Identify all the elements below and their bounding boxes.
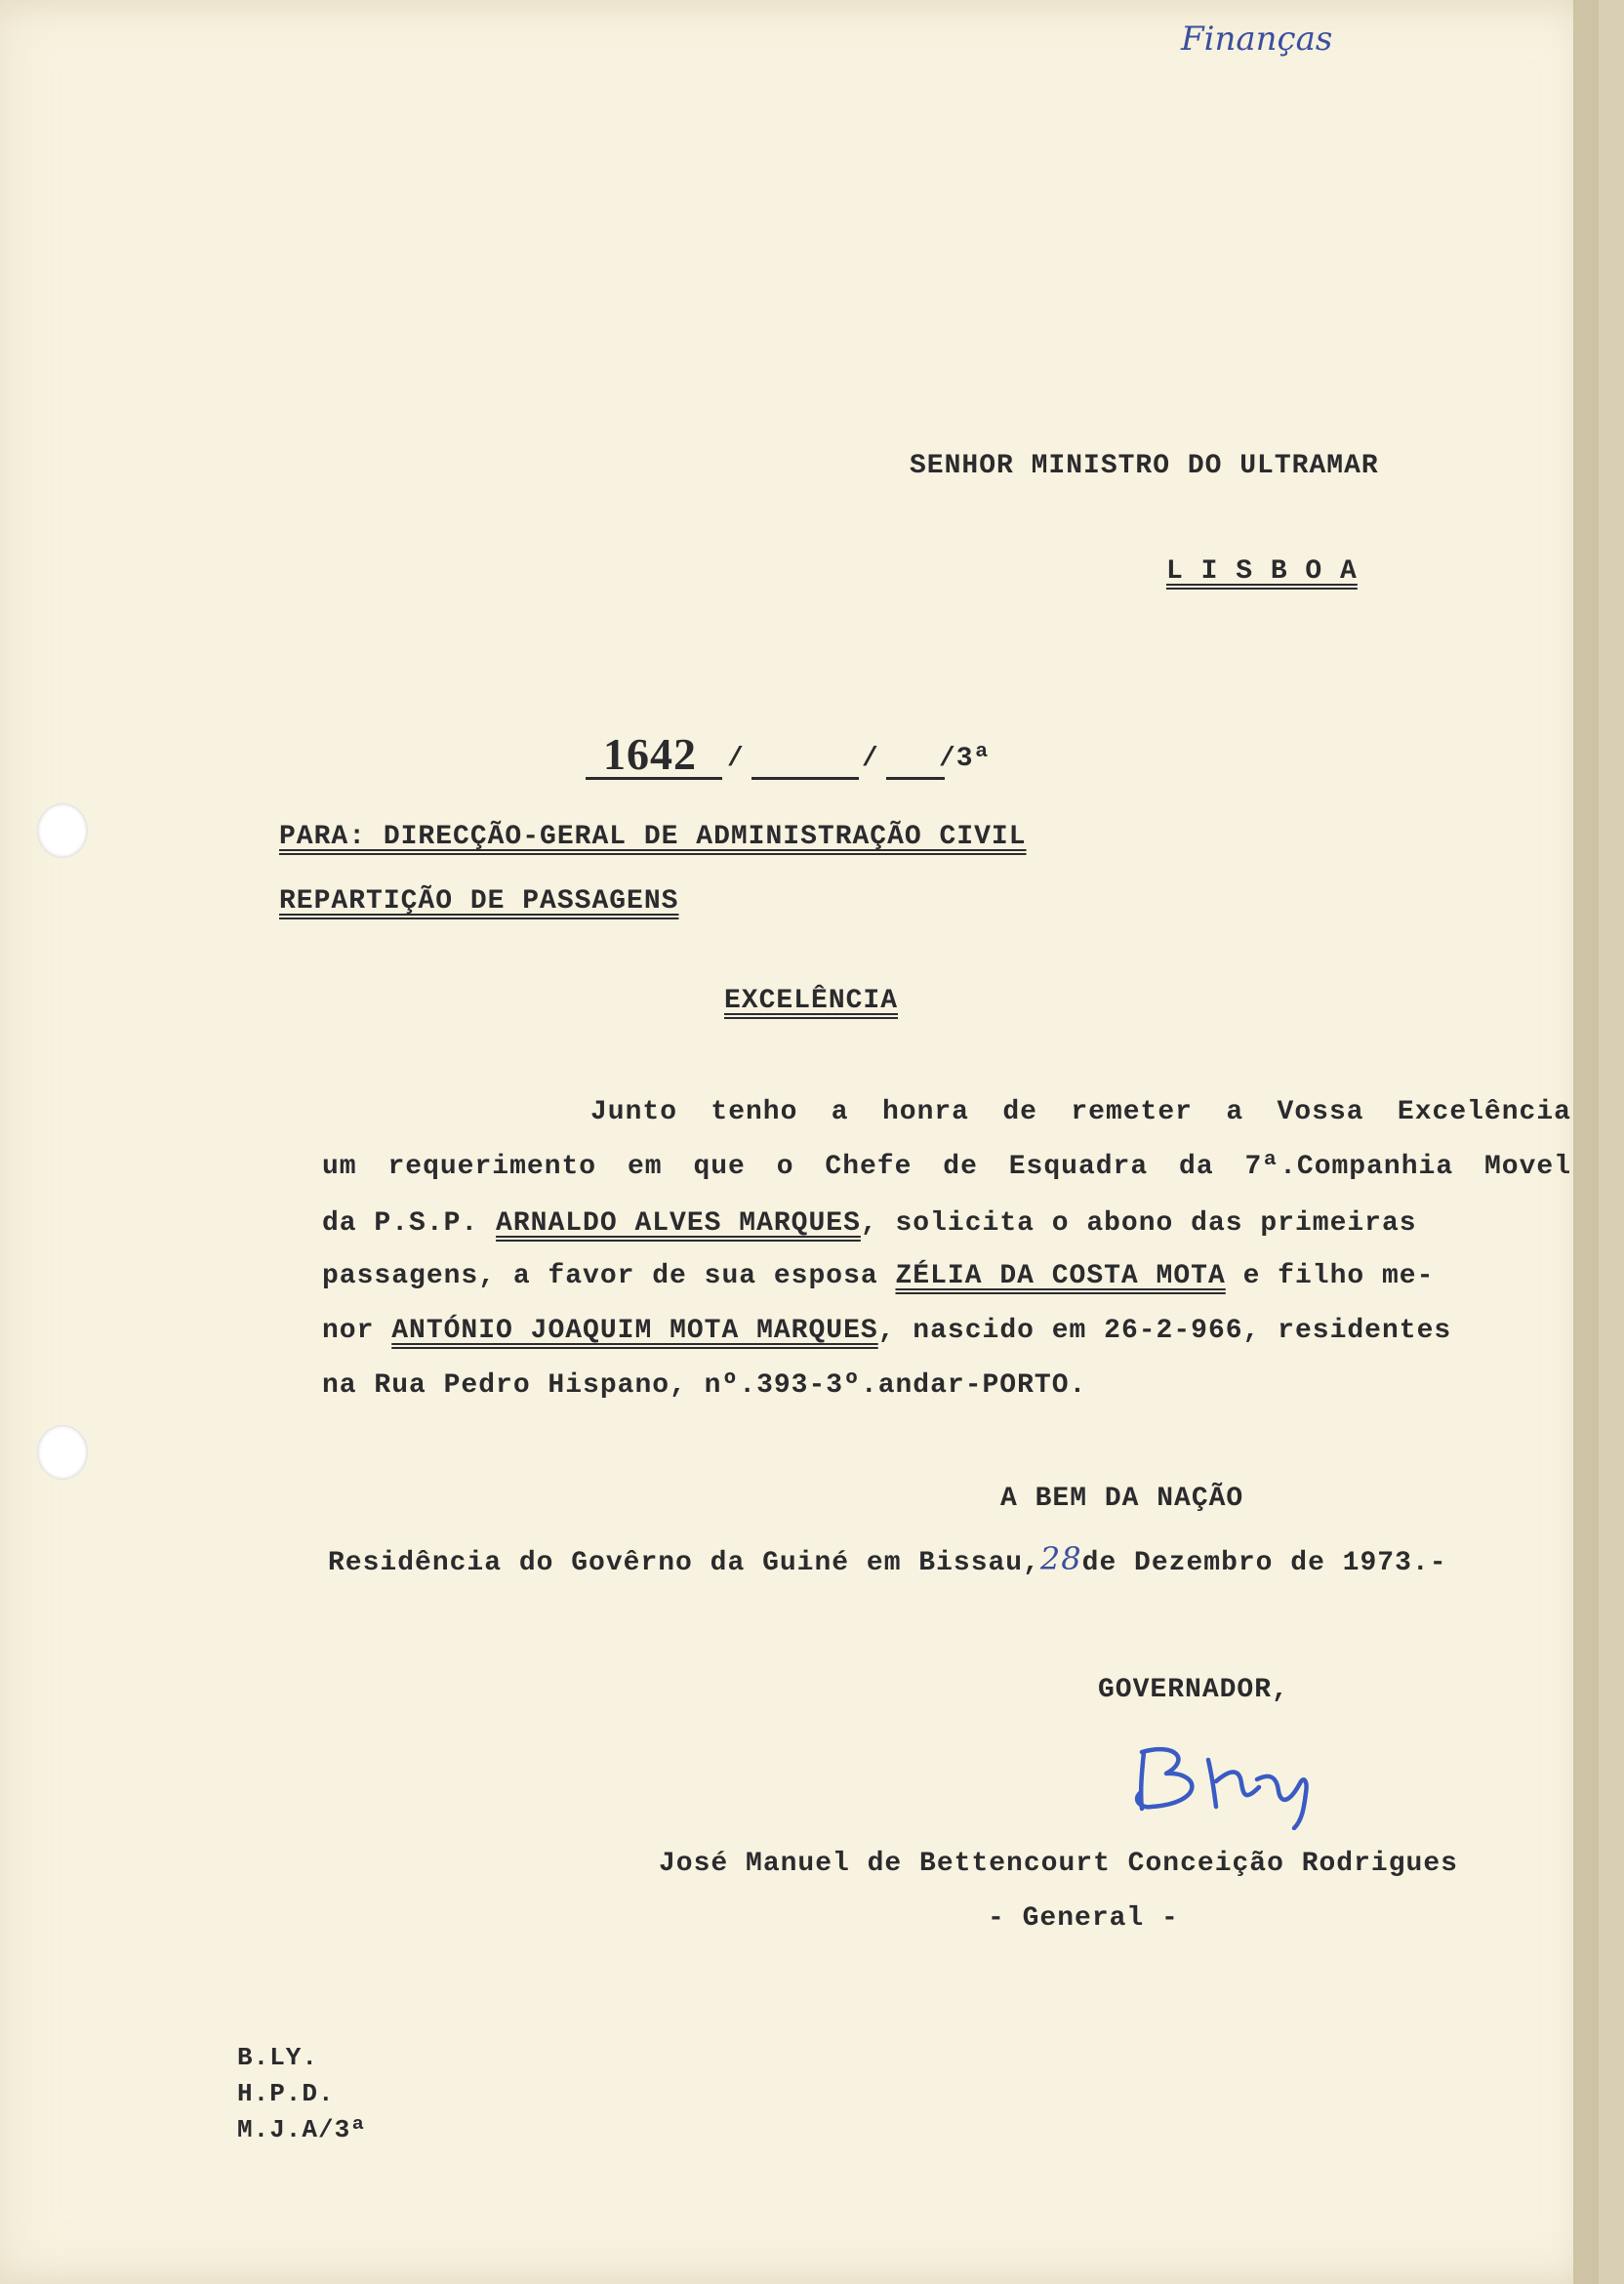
- body-line-6: [322, 1370, 1571, 1401]
- body-word: Movel: [1483, 1152, 1571, 1182]
- reference-underline: [586, 777, 722, 780]
- body-line-3: [322, 1208, 1571, 1239]
- body-word: em: [627, 1152, 663, 1182]
- body-text: passagens, a favor de sua esposa: [322, 1261, 896, 1291]
- reference-initial: M.J.A/3ª: [237, 2115, 367, 2144]
- body-line-2: [322, 1152, 1571, 1182]
- body-word: Junto: [590, 1097, 678, 1127]
- punch-hole-top: [37, 803, 88, 858]
- reference-blank-2: [886, 777, 945, 780]
- signer-rank: - General -: [988, 1903, 1179, 1934]
- handwritten-signature: [1122, 1723, 1337, 1830]
- to-line: PARA: DIRECÇÃO-GERAL DE ADMINISTRAÇÃO CIVIL: [279, 822, 1027, 852]
- department-line: REPARTIÇÃO DE PASSAGENS: [279, 886, 679, 917]
- punch-hole-bottom: [37, 1425, 88, 1480]
- recipient-city: L I S B O A: [1166, 556, 1358, 587]
- salutation: EXCELÊNCIA: [724, 986, 899, 1016]
- body-line-4: [322, 1261, 1571, 1291]
- page-edge: [1573, 0, 1599, 2284]
- place-date-text: Residência do Govêrno da Guiné em Bissau,: [328, 1548, 1040, 1578]
- handwritten-annotation: Finanças: [1181, 20, 1333, 59]
- body-word: de: [943, 1152, 978, 1182]
- reference-sep-2: /: [862, 744, 879, 774]
- body-text: , nascido em 26-2-966, residentes: [877, 1316, 1452, 1346]
- closing-formula: A BEM DA NAÇÃO: [1000, 1484, 1244, 1514]
- person-name-antonio: ANTÓNIO JOAQUIM MOTA MARQUES: [391, 1316, 878, 1346]
- reference-number: 1642: [603, 729, 697, 779]
- body-word: um: [322, 1152, 357, 1182]
- body-word: da: [1179, 1152, 1214, 1182]
- handwritten-day: 28: [1039, 1540, 1082, 1577]
- body-text: e filho me-: [1225, 1261, 1435, 1291]
- body-word: a: [1226, 1097, 1244, 1127]
- body-text: , solicita o abono das primeiras: [860, 1208, 1417, 1239]
- person-name-zelia: ZÉLIA DA COSTA MOTA: [895, 1261, 1226, 1291]
- body-text: da P.S.P.: [322, 1208, 497, 1239]
- recipient-title: SENHOR MINISTRO DO ULTRAMAR: [910, 451, 1379, 481]
- reference-blank-1: [751, 777, 859, 780]
- body-word: que: [693, 1152, 746, 1182]
- signer-name: José Manuel de Bettencourt Conceição Rodrigues: [659, 1849, 1458, 1879]
- reference-initial: B.LY.: [237, 2043, 319, 2072]
- body-word: Vossa: [1277, 1097, 1364, 1127]
- body-word: requerimento: [387, 1152, 597, 1182]
- place-date: [328, 1540, 1447, 1578]
- body-word: 7ª.Companhia: [1244, 1152, 1454, 1182]
- body-word: Chefe: [825, 1152, 913, 1182]
- body-text: nor: [322, 1316, 392, 1346]
- signer-role: GOVERNADOR,: [1098, 1675, 1289, 1705]
- body-line-1: [590, 1097, 1571, 1127]
- body-word: Excelência: [1397, 1097, 1571, 1127]
- body-word: tenho: [710, 1097, 798, 1127]
- body-word: Esquadra: [1008, 1152, 1149, 1182]
- body-text: na Rua Pedro Hispano, nº.393-3º.andar-PORTO.: [322, 1370, 1087, 1401]
- body-word: de: [1002, 1097, 1037, 1127]
- body-word: remeter: [1071, 1097, 1193, 1127]
- reference-sep-1: /: [727, 744, 745, 774]
- body-word: o: [776, 1152, 794, 1182]
- body-line-5: [322, 1316, 1571, 1346]
- place-date-text: de Dezembro de 1973.-: [1081, 1548, 1447, 1578]
- person-name-arnaldo: ARNALDO ALVES MARQUES: [496, 1208, 861, 1239]
- reference-suffix: /3ª: [939, 744, 992, 774]
- body-word: honra: [881, 1097, 969, 1127]
- body-word: a: [831, 1097, 849, 1127]
- reference-initial: H.P.D.: [237, 2079, 335, 2108]
- reference-initials: [237, 2040, 367, 2148]
